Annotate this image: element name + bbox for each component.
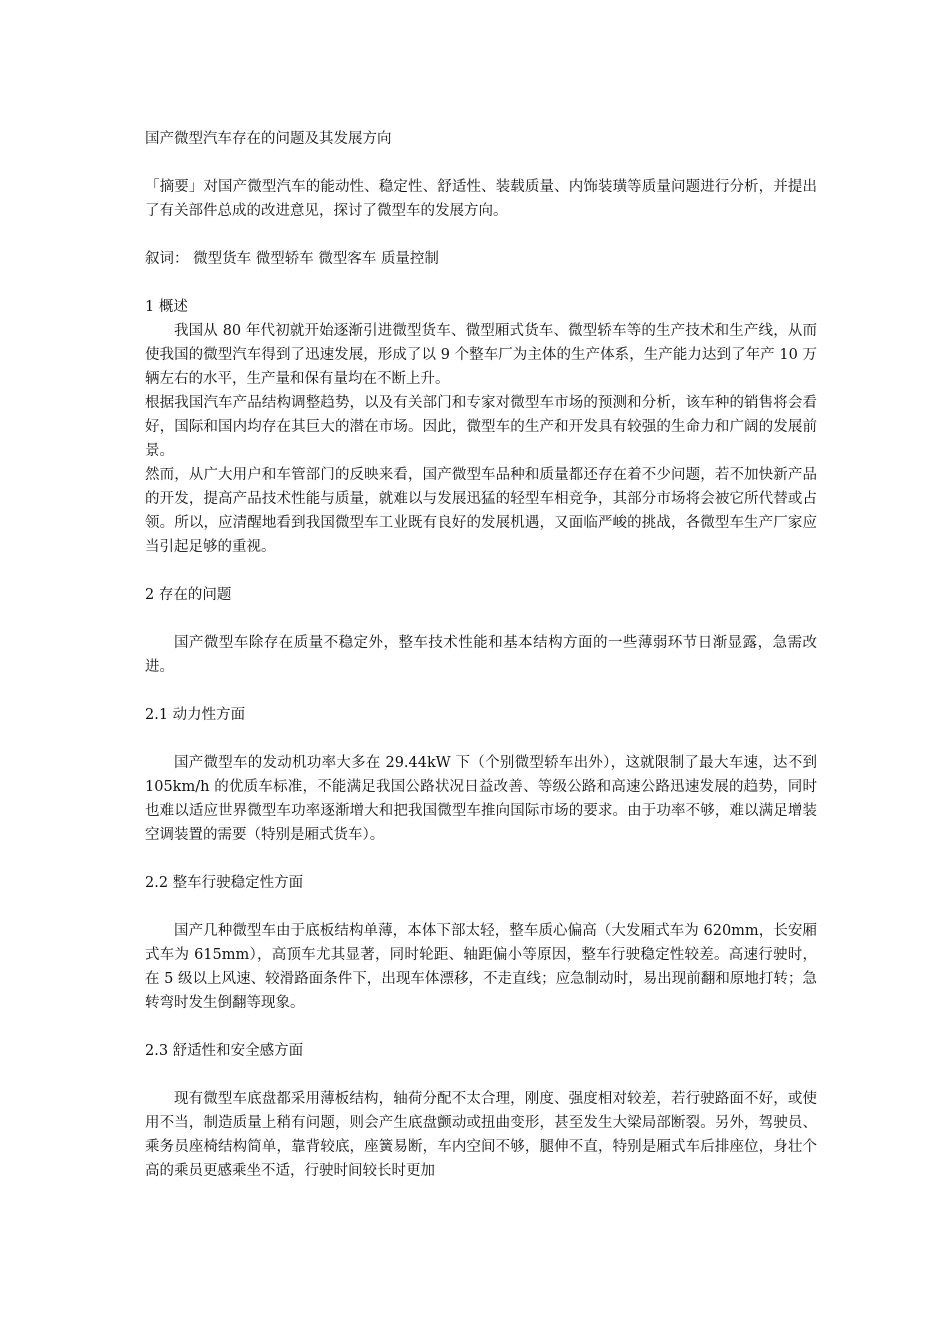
document-page bbox=[145, 127, 817, 1183]
abstract-paragraph: 「摘要」对国产微型汽车的能动性、稳定性、舒适性、装载质量、内饰装璜等质量问题进行分析，并提出了有关部件总成的改进意见，探讨了微型车的发展方向。 bbox=[145, 179, 817, 219]
section-heading-1: 1 概述 bbox=[145, 299, 188, 315]
body-paragraph: 然而，从广大用户和车管部门的反映来看，国产微型车品种和质量都还存在着不少问题，若不加快新产品的开发，提高产品技术性能与质量，就难以与发展迅猛的轻型车相竞争，其部分市场将会被它所代替或占领。所以，应清醒地看到我国微型车工业既有良好的发展机遇，又面临严峻的挑战，各微型车生产厂家应当引起足够的重视。 bbox=[145, 467, 817, 555]
body-paragraph: 根据我国汽车产品结构调整趋势，以及有关部门和专家对微型车市场的预测和分析，该车种的销售将会看好，国际和国内均存在其巨大的潜在市场。因此，微型车的生产和开发具有较强的生命力和广阔的发展前景。 bbox=[145, 395, 817, 459]
body-paragraph: 国产微型车除存在质量不稳定外，整车技术性能和基本结构方面的一些薄弱环节日渐显露，急需改进。 bbox=[145, 635, 817, 675]
section-heading-2: 2 存在的问题 bbox=[145, 587, 232, 603]
body-paragraph: 国产微型车的发动机功率大多在 29.44kW 下（个别微型轿车出外），这就限制了最大车速，达不到 105km/h 的优质车标准，不能满足我国公路状况日益改善、等级公路和高速公路迅速发展的趋势，同时也难以适应世界微型车功率逐渐增大和把我国微型车推向国际市场的要求。由于功率不够，难以满足增装空调装置的需要（特别是厢式货车）。 bbox=[145, 755, 817, 843]
body-paragraph: 现有微型车底盘都采用薄板结构，轴荷分配不太合理，刚度、强度相对较差，若行驶路面不好，或使用不当，制造质量上稍有问题，则会产生底盘颤动或扭曲变形，甚至发生大梁局部断裂。另外，驾驶员、乘务员座椅结构简单，靠背较底，座簧易断，车内空间不够，腿伸不直，特别是厢式车后排座位，身壮个高的乘员更感乘坐不适，行驶时间较长时更加 bbox=[145, 1091, 817, 1179]
document-title: 国产微型汽车存在的问题及其发展方向 bbox=[145, 131, 392, 147]
section-heading-2-2: 2.2 整车行驶稳定性方面 bbox=[145, 875, 304, 891]
keyword: 微型客车 bbox=[318, 251, 377, 267]
section-heading-2-3: 2.3 舒适性和安全感方面 bbox=[145, 1043, 304, 1059]
body-paragraph: 国产几种微型车由于底板结构单薄，本体下部太轻，整车质心偏高（大发厢式车为 620mm，长安厢式车为 615mm），高顶车尤其显著，同时轮距、轴距偏小等原因，整车行驶稳定性较差。高速行驶时，在 5 级以上风速、较滑路面条件下，出现车体漂移，不走直线；应急制动时，易出现前翻和原地打转；急转弯时发生倒翻等现象。 bbox=[145, 923, 817, 1011]
keywords-line bbox=[145, 247, 817, 271]
section-heading-2-1: 2.1 动力性方面 bbox=[145, 707, 246, 723]
keywords-label: 叙词： bbox=[145, 251, 189, 267]
keyword: 质量控制 bbox=[380, 251, 439, 267]
body-paragraph: 我国从 80 年代初就开始逐渐引进微型货车、微型厢式货车、微型轿车等的生产技术和生产线，从而使我国的微型汽车得到了迅速发展，形成了以 9 个整车厂为主体的生产体系，生产能力达到了年产 10 万辆左右的水平，生产量和保有量均在不断上升。 bbox=[145, 323, 817, 387]
keyword: 微型货车 bbox=[193, 251, 252, 267]
keyword: 微型轿车 bbox=[255, 251, 314, 267]
